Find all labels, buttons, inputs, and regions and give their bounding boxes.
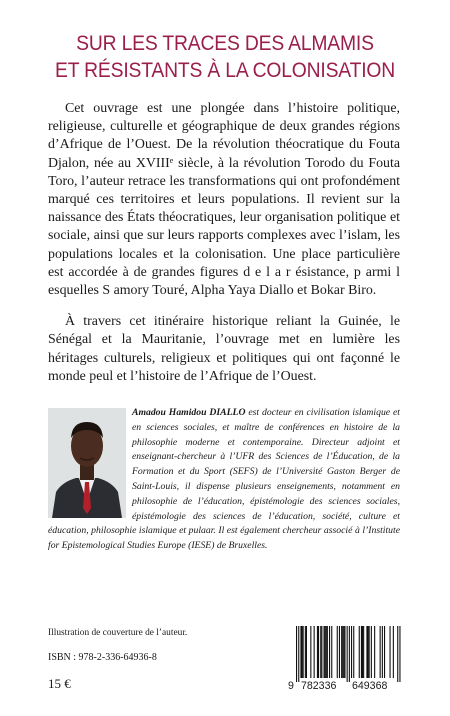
author-bio-text: est docteur en civilisation islamique et en sciences sociales, et maître de conférences en histoire de la philosophie moderne et contemporaine. Directeur adjoint et enseignant-chercheur à l’UFR des Sciences de l’Éducation, de la Formation et du Sport (SEFS) de l’Université Gaston Berger de Saint-Louis, il dispense plusieurs enseignements, notamment en philosophie de l’éducation, épistémologie des sciences sociales, épistémologie des sciences de l’éducation, société, culture et éducation, philosophie islamique et pulaar. Il est également chercheur associé à l’Institute for Epistemological Studies Europe (IESE) de Bruxelles. [48,407,400,552]
barcode-bar [329,626,330,678]
barcode-bar [343,626,344,678]
isbn-barcode [288,624,406,704]
back-cover-title [18,30,432,84]
barcode-bar [397,626,398,682]
barcode-bar [384,626,385,678]
barcode-bar [366,626,367,678]
barcode-bar [317,626,318,678]
barcode-bar [296,626,297,682]
isbn: ISBN : 978-2-336-64936-8 [48,652,157,663]
price: 15 € [48,676,71,691]
barcode-bar [314,626,315,678]
author-name: Amadou Hamidou DIALLO [132,407,246,418]
barcode-bar [380,626,381,678]
summary-paragraph-2: À travers cet itinéraire historique reliant la Guinée, le Sénégal et la Mauritanie, l’ouvrage met en lumière les héritages culturels, religieux et politiques qui ont façonné le monde peul et l’histoire de l’Afrique de l’Ouest. [48,314,400,384]
barcode-bar [359,626,360,678]
book-summary [48,100,400,399]
barcode-bar [300,626,301,678]
barcode-bar [382,626,383,678]
barcode-first-digit: 9 [288,680,294,692]
barcode-left-group: 782336 [301,680,337,692]
barcode-bar [351,626,352,678]
barcode-bar [371,626,372,678]
barcode-bar [368,626,369,678]
barcode-bar [303,626,304,678]
barcode-bar [363,626,364,678]
barcode-right-group: 649368 [352,680,388,692]
barcode-bar [349,626,350,682]
barcode-bar [374,626,375,678]
cover-illustration-credit: Illustration de couverture de l’auteur. [48,628,188,638]
barcode-bar [342,626,343,678]
barcode-bar [347,626,348,682]
barcode-bar [344,626,345,678]
barcode-bar [302,626,303,678]
barcode-bar [341,626,342,678]
barcode-bar [298,626,299,682]
barcode-bar [399,626,400,682]
barcode-bar [327,626,328,678]
barcode-bar [321,626,322,678]
summary-paragraph-1: Cet ouvrage est une plongée dans l’histoire politique, religieuse, culturelle et géographique de deux grandes régions d’Afrique de l’Ouest. De la révolution théocratique du Fouta Djalon, née au XVIIIᵉ siècle, à la révolution Torodo du Fouta Toro, l’auteur retrace les transformations qui ont profondément marqué ces territoires et leurs populations. Il revient sur la naissance des États théocratiques, leur organisation politique et sociale, ainsi que sur leurs rapports complexes avec l’islam, les populations locales et la colonisation. Une place particulière est accordée à de grandes figures d e l a r ésistance, p armi l esquelles S amory Touré, Alpha Yaya Diallo et Bokar Biro. [48,101,400,299]
barcode-bar [324,626,325,678]
author-biography [48,406,400,554]
barcode-bar [339,626,340,678]
barcode-bar [361,626,362,678]
barcode-bar [326,626,327,678]
barcode-bar [393,626,394,678]
barcode-bar [353,626,354,678]
barcode-bar [320,626,321,678]
barcode-bar [390,626,391,678]
barcode-icon [288,624,406,682]
barcode-digits [288,680,406,694]
barcode-bar [318,626,319,678]
barcode-bar [362,626,363,678]
barcode-bar [369,626,370,678]
barcode-bar [331,626,332,678]
title-line-1: SUR LES TRACES DES ALMAMIS [76,32,374,55]
barcode-bar [337,626,338,678]
barcode-bar [305,626,306,678]
title-line-2: ET RÉSISTANTS À LA COLONISATION [55,59,395,82]
barcode-bar [310,626,311,678]
barcode-bar [306,626,307,678]
barcode-bar [325,626,326,678]
